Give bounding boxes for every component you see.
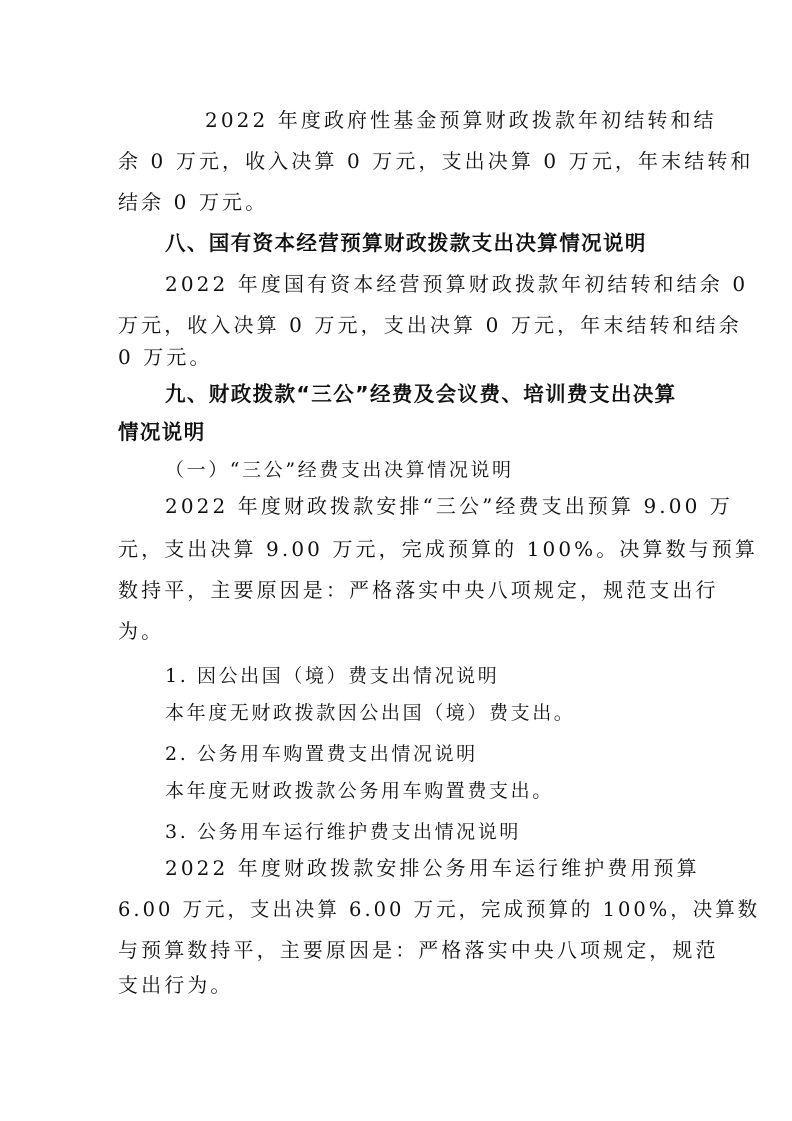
item-1-heading: 1. 因公出国（境）费支出情况说明	[165, 665, 500, 687]
subsection-1-heading: （一）“三公”经费支出决算情况说明	[165, 459, 514, 481]
state-capital-paragraph-line-3: 0 万元。	[118, 345, 213, 369]
section-9-heading-line-2: 情况说明	[118, 420, 206, 444]
govfund-paragraph-line-2: 余 0 万元，收入决算 0 万元，支出决算 0 万元，年末结转和	[118, 149, 754, 173]
item-2-text: 本年度无财政拨款公务用车购置费支出。	[165, 780, 554, 802]
three-public-paragraph-line-1: 2022 年度财政拨款安排“三公”经费支出预算 9.00 万	[165, 494, 733, 518]
section-8-heading: 八、国有资本经营预算财政拨款支出决算情况说明	[165, 231, 647, 255]
vehicle-paragraph-line-4: 支出行为。	[118, 973, 234, 997]
vehicle-paragraph-line-1: 2022 年度财政拨款安排公务用车运行维护费用预算	[165, 856, 700, 880]
govfund-paragraph-line-3: 结余 0 万元。	[118, 190, 269, 214]
three-public-paragraph-line-3: 数持平，主要原因是：严格落实中央八项规定，规范支出行	[118, 578, 719, 602]
state-capital-paragraph-line-1: 2022 年度国有资本经营预算财政拨款年初结转和结余 0	[165, 272, 749, 296]
three-public-paragraph-line-2: 元，支出决算 9.00 万元，完成预算的 100%。决算数与预算	[118, 537, 758, 561]
state-capital-paragraph-line-2: 万元，收入决算 0 万元，支出决算 0 万元，年末结转和结余	[118, 313, 742, 337]
item-1-text: 本年度无财政拨款因公出国（境）费支出。	[165, 702, 576, 724]
govfund-paragraph-line-1: 2022 年度政府性基金预算财政拨款年初结转和结	[205, 108, 717, 132]
item-3-heading: 3. 公务用车运行维护费支出情况说明	[165, 821, 521, 843]
vehicle-paragraph-line-2: 6.00 万元，支出决算 6.00 万元，完成预算的 100%，决算数	[118, 897, 761, 921]
vehicle-paragraph-line-3: 与预算数持平，主要原因是：严格落实中央八项规定，规范	[118, 938, 719, 962]
three-public-paragraph-line-4: 为。	[118, 619, 165, 643]
item-2-heading: 2. 公务用车购置费支出情况说明	[165, 743, 478, 765]
section-9-heading-line-1: 九、财政拨款“三公”经费及会议费、培训费支出决算	[165, 382, 677, 406]
